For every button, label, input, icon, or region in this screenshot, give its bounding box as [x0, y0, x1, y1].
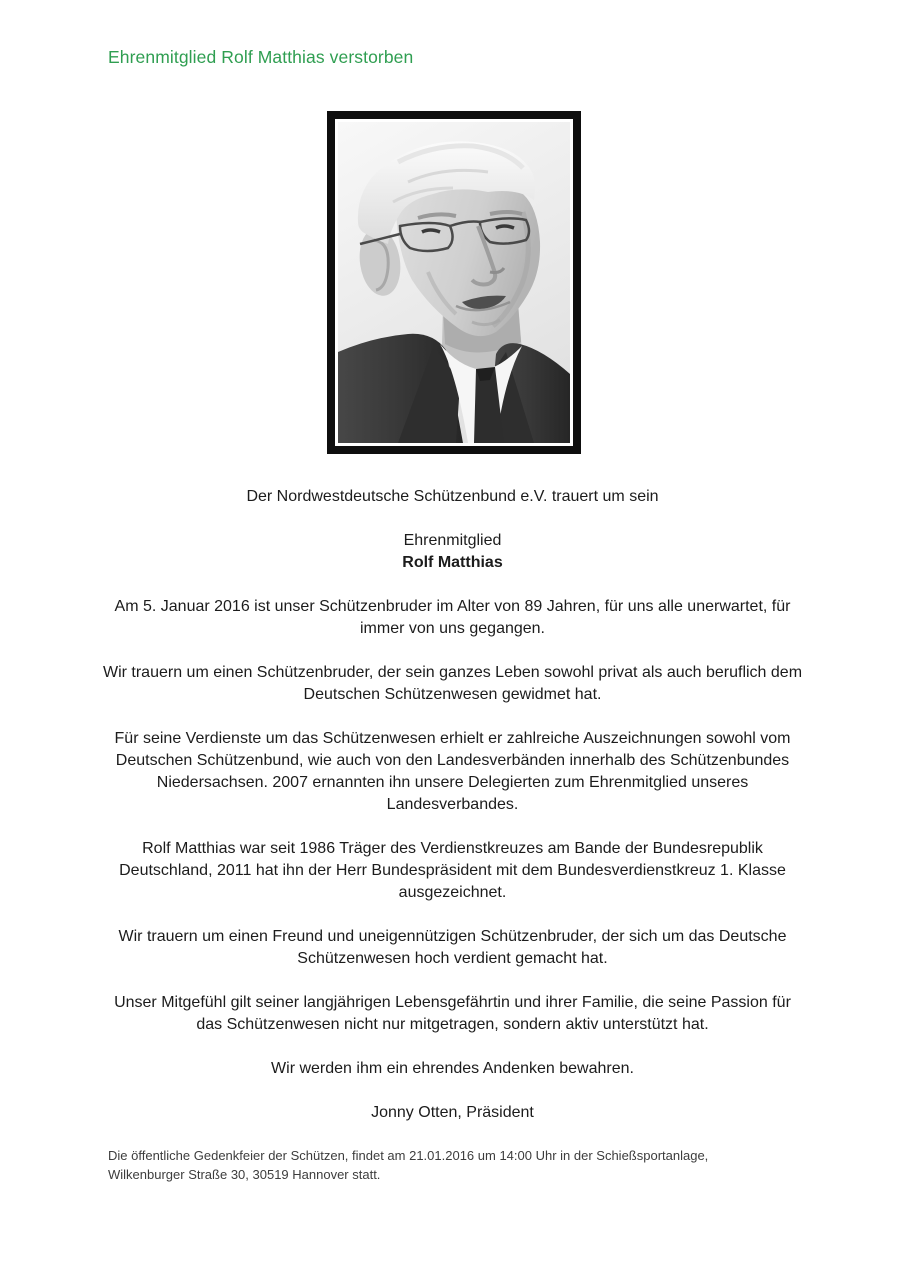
- paragraph: Unser Mitgefühl gilt seiner langjährigen Lebensgefährtin und ihrer Familie, die seine Passion für das Schützenwesen nicht nur mitgetragen, sondern aktiv unterstützt hat.: [114, 994, 791, 1033]
- honoree-block: [103, 530, 803, 574]
- paragraph: Wir trauern um einen Schützenbruder, der sein ganzes Leben sowohl privat als auch beruflich dem Deutschen Schützenwesen gewidmet hat.: [102, 664, 803, 703]
- portrait-illustration: [338, 122, 570, 443]
- obituary-body: [0, 486, 905, 1146]
- portrait-photo: [327, 111, 581, 454]
- paragraph: Für seine Verdienste um das Schützenwesen erhielt er zahlreiche Auszeichnungen sowohl vom Deutschen Schützenbund, wie auch von den Landesverbänden innerhalb des Schützenbundes Niedersachsen. 2007 ernannten ihn unsere Delegierten zum Ehrenmitglied unseres Landesverbandes.: [114, 730, 791, 813]
- honor-title: Ehrenmitglied: [403, 532, 502, 549]
- paragraph: Rolf Matthias war seit 1986 Träger des Verdienstkreuzes am Bande der Bundesrepublik Deutschland, 2011 hat ihn der Herr Bundespräsident mit dem Bundesverdienstkreuz 1. Klasse ausgezeichnet.: [119, 840, 786, 901]
- intro-line: Der Nordwestdeutsche Schützenbund e.V. trauert um sein: [246, 488, 659, 505]
- memorial-service-note: [108, 1146, 808, 1184]
- signature-line: Jonny Otten, Präsident: [371, 1104, 534, 1121]
- honoree-name: Rolf Matthias: [402, 554, 503, 571]
- paragraph: Wir trauern um einen Freund und uneigennützigen Schützenbruder, der sich um das Deutsche Schützenwesen hoch verdient gemacht hat.: [118, 928, 787, 967]
- paragraph: Am 5. Januar 2016 ist unser Schützenbruder im Alter von 89 Jahren, für uns alle unerwartet, für immer von uns gegangen.: [114, 598, 791, 637]
- page-title: Ehrenmitglied Rolf Matthias verstorben: [108, 47, 414, 67]
- closing-line: Wir werden ihm ein ehrendes Andenken bewahren.: [271, 1060, 634, 1077]
- footer-line: Die öffentliche Gedenkfeier der Schützen, findet am 21.01.2016 um 14:00 Uhr in der Schießsportanlage,: [108, 1148, 709, 1163]
- footer-line: Wilkenburger Straße 30, 30519 Hannover statt.: [108, 1167, 381, 1182]
